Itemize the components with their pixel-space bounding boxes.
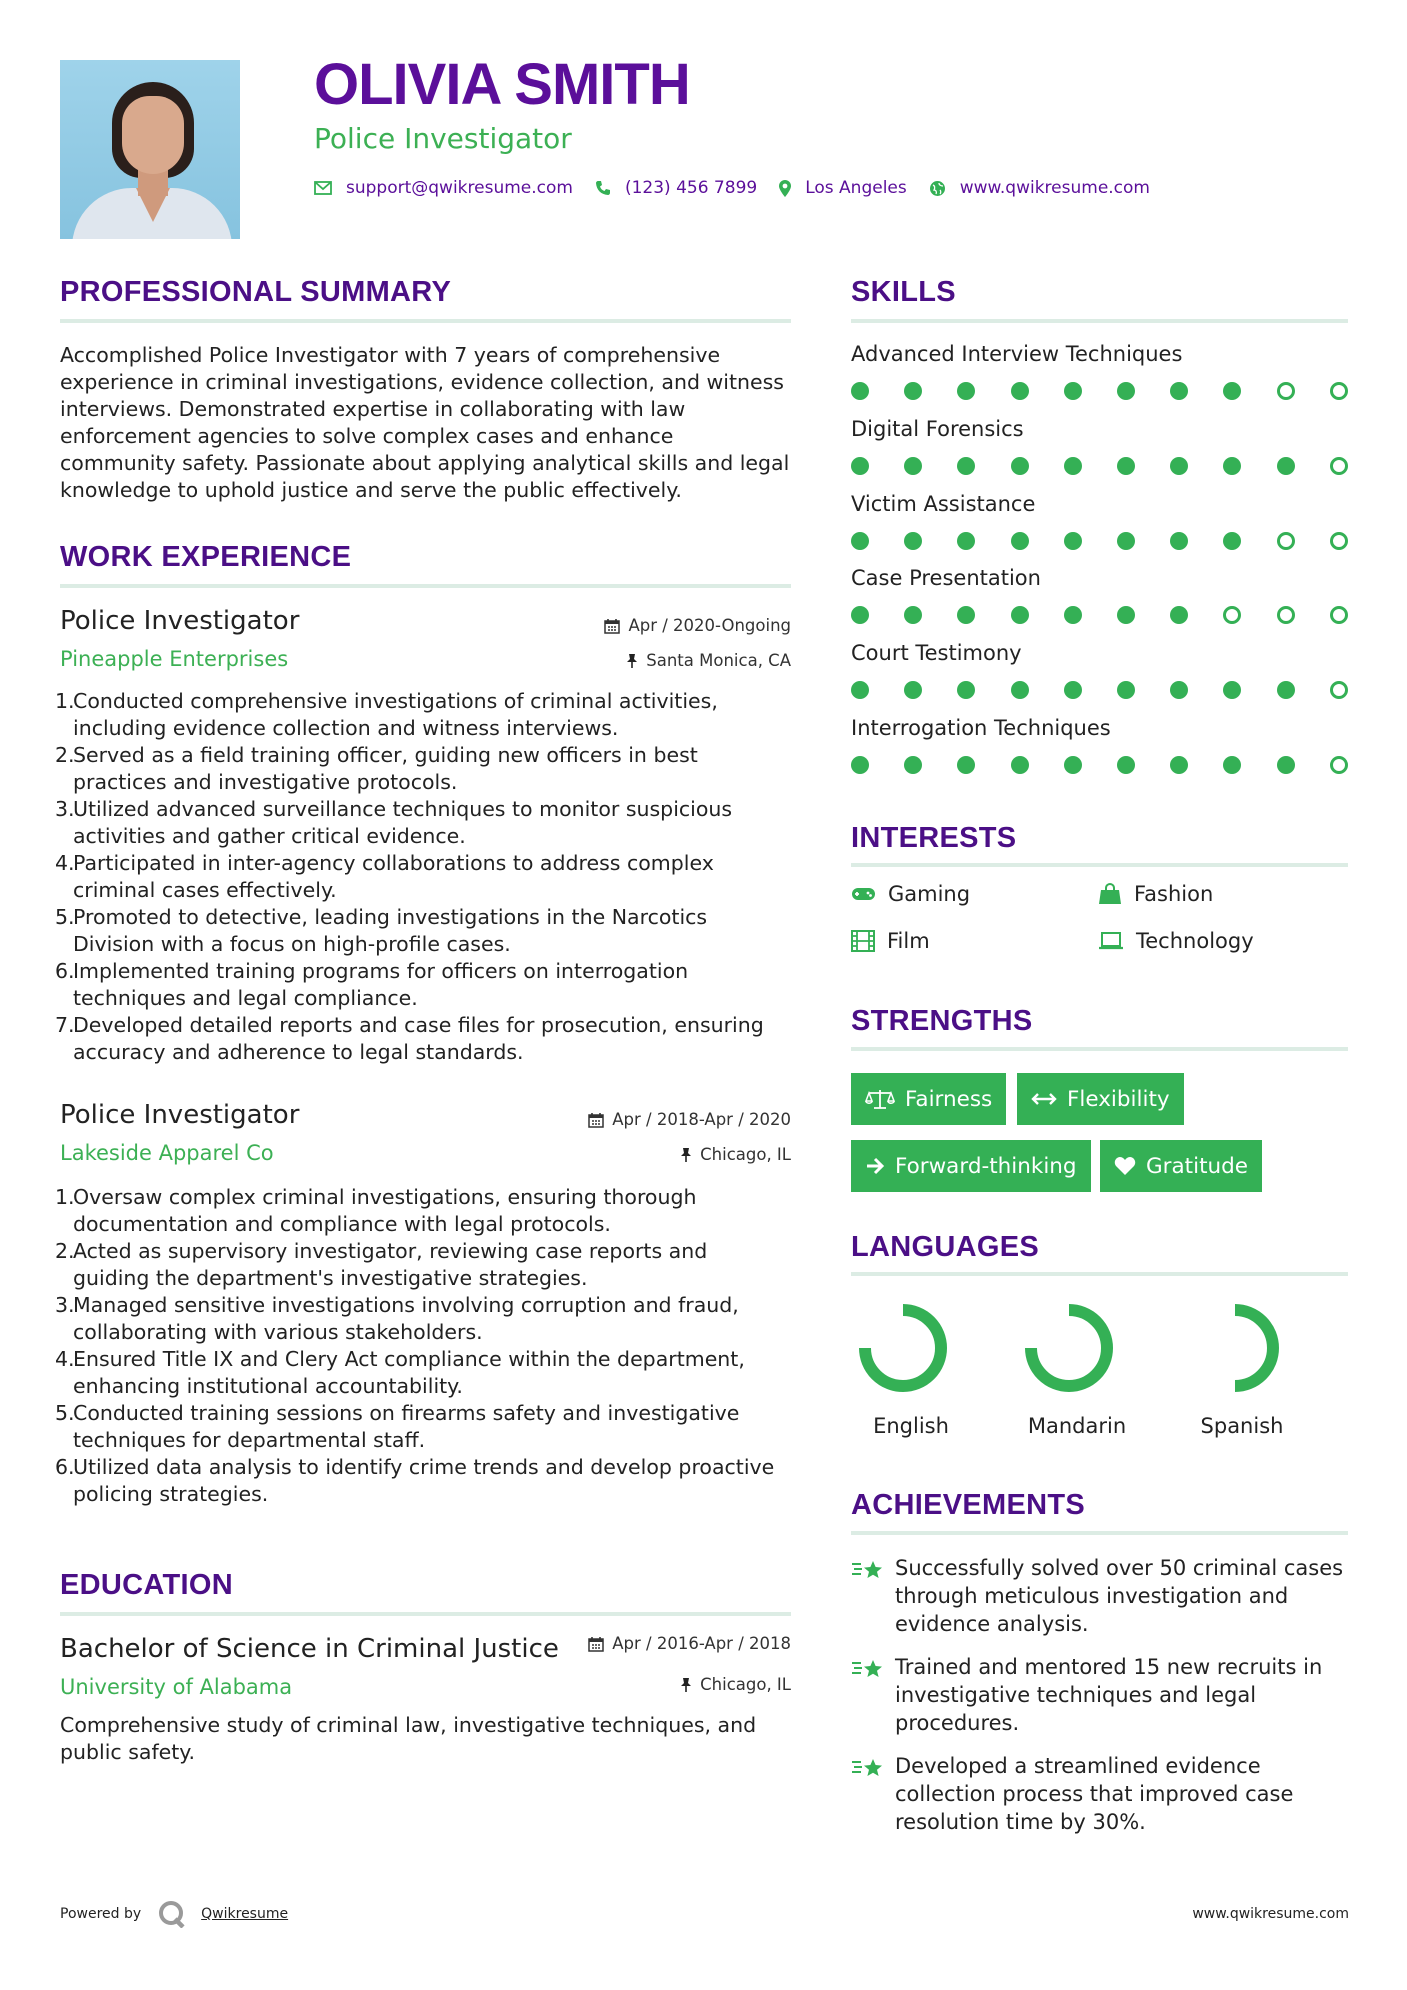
rating-dot-filled [851, 756, 869, 774]
item-text: techniques and legal compliance. [73, 986, 418, 1010]
rating-dot-filled [1064, 606, 1082, 624]
rating-dot-filled [1223, 756, 1241, 774]
summary-line: Accomplished Police Investigator with 7 years of comprehensive [60, 343, 721, 367]
calendar-icon [588, 1112, 604, 1128]
item-number: 7. [55, 1013, 75, 1037]
contact-email[interactable] [314, 178, 573, 198]
job-title: Police Investigator [60, 1100, 300, 1130]
rating-dot-filled [1170, 606, 1188, 624]
item-number: 5. [55, 1401, 75, 1425]
pushpin-icon [680, 1677, 692, 1693]
rating-dot-filled [851, 606, 869, 624]
job-location [626, 651, 791, 670]
summary-divider [60, 319, 791, 323]
rating-dot-empty [1330, 756, 1348, 774]
rating-dot-filled [1223, 532, 1241, 550]
interest-item [851, 882, 970, 906]
education-desc-line: Comprehensive study of criminal law, investigative techniques, and [60, 1713, 757, 1737]
experience-divider [60, 584, 791, 588]
email-text: support@qwikresume.com [346, 178, 573, 198]
skill-name: Digital Forensics [851, 417, 1024, 441]
item-text: Ensured Title IX and Clery Act compliance within the department, [73, 1347, 745, 1371]
item-text: collaborating with various stakeholders. [73, 1320, 483, 1344]
language-level-ring [1023, 1302, 1115, 1394]
item-text: Conducted comprehensive investigations of criminal activities, [73, 689, 718, 713]
rating-dot-filled [1117, 457, 1135, 475]
interests-heading: INTERESTS [851, 822, 1017, 854]
list-item [55, 688, 764, 742]
rating-dot-filled [1170, 756, 1188, 774]
item-text: Utilized data analysis to identify crime trends and develop proactive [73, 1455, 775, 1479]
rating-dot-filled [1064, 681, 1082, 699]
job-title: Police Investigator [60, 606, 300, 636]
list-item [55, 850, 764, 904]
contact-website[interactable] [929, 178, 1150, 198]
item-text: accuracy and adherence to legal standards. [73, 1040, 524, 1064]
job-dates [604, 616, 791, 635]
rating-dot-filled [1064, 382, 1082, 400]
strengths-divider [851, 1047, 1348, 1051]
job-location-text: Chicago, IL [700, 1145, 791, 1164]
education-desc-line: public safety. [60, 1740, 196, 1764]
achievement-text: Successfully solved over 50 criminal cases [895, 1556, 1344, 1580]
strengths-heading: STRENGTHS [851, 1005, 1033, 1037]
rating-dot-empty [1277, 382, 1295, 400]
achievement-text: investigative techniques and legal [895, 1683, 1257, 1707]
item-text: documentation and compliance with legal protocols. [73, 1212, 611, 1236]
achievement-text: evidence analysis. [895, 1612, 1089, 1636]
rating-dot-filled [957, 681, 975, 699]
phone-text: (123) 456 7899 [624, 178, 758, 198]
rating-dot-filled [1011, 756, 1029, 774]
heart-icon [1114, 1156, 1136, 1176]
contact-location [779, 178, 907, 198]
strength-tag [851, 1073, 1006, 1125]
languages-divider [851, 1272, 1348, 1276]
item-number: 4. [55, 1347, 75, 1371]
language-level-arc [1235, 1310, 1273, 1386]
job-dates-text: Apr / 2020-Ongoing [628, 616, 791, 635]
rating-dot-empty [1330, 681, 1348, 699]
job-location-text: Santa Monica, CA [646, 651, 791, 670]
location-text: Los Angeles [805, 178, 907, 198]
rating-dot-filled [1011, 532, 1029, 550]
item-text: practices and investigative protocols. [73, 770, 458, 794]
strength-label: Flexibility [1067, 1086, 1170, 1112]
job-duties-list [55, 1184, 774, 1508]
rating-dot-filled [904, 681, 922, 699]
footer-powered-by [60, 1900, 288, 1928]
calendar-icon [588, 1636, 604, 1652]
rating-dot-filled [1223, 382, 1241, 400]
summary-line: interviews. Demonstrated expertise in collaborating with law [60, 397, 686, 421]
phone-icon [595, 180, 611, 196]
shooting-star-icon [851, 1756, 885, 1782]
balance-scale-icon [865, 1088, 895, 1110]
shooting-star-icon [851, 1657, 885, 1683]
item-text: Conducted training sessions on firearms safety and investigative [73, 1401, 740, 1425]
pushpin-icon [626, 653, 638, 669]
education-location [680, 1675, 791, 1694]
list-item [55, 1454, 774, 1508]
language-level-arc [865, 1310, 941, 1386]
rating-dot-filled [1277, 756, 1295, 774]
rating-dot-filled [851, 532, 869, 550]
contact-phone[interactable] [595, 178, 757, 198]
summary-line: experience in criminal investigations, evidence collection, and witness [60, 370, 784, 394]
shopping-bag-icon [1098, 883, 1122, 905]
rating-dot-filled [904, 606, 922, 624]
item-text: Division with a focus on high-profile cases. [73, 932, 511, 956]
candidate-name: OLIVIA SMITH [314, 52, 690, 117]
skill-rating [851, 679, 1348, 701]
item-text: Implemented training programs for officers on interrogation [73, 959, 689, 983]
summary-heading: PROFESSIONAL SUMMARY [60, 276, 452, 308]
achievement-text: through meticulous investigation and [895, 1584, 1289, 1608]
rating-dot-filled [1011, 457, 1029, 475]
rating-dot-filled [1011, 606, 1029, 624]
achievement-text: Developed a streamlined evidence [895, 1754, 1261, 1778]
item-text: Oversaw complex criminal investigations, ensuring thorough [73, 1185, 697, 1209]
rating-dot-filled [1223, 681, 1241, 699]
summary-line: community safety. Passionate about applying analytical skills and legal [60, 451, 790, 475]
language-label: Mandarin [1027, 1414, 1127, 1438]
achievements-divider [851, 1531, 1348, 1535]
rating-dot-empty [1330, 606, 1348, 624]
achievement-text: Trained and mentored 15 new recruits in [895, 1655, 1323, 1679]
item-number: 6. [55, 959, 75, 983]
rating-dot-filled [957, 382, 975, 400]
item-number: 3. [55, 1293, 75, 1317]
item-number: 4. [55, 851, 75, 875]
job-company: Pineapple Enterprises [60, 647, 289, 671]
education-description [60, 1712, 756, 1766]
language-level-ring [1189, 1302, 1281, 1394]
rating-dot-filled [1277, 681, 1295, 699]
film-icon [851, 930, 875, 952]
website-text: www.qwikresume.com [959, 178, 1150, 198]
item-text: techniques for departmental staff. [73, 1428, 426, 1452]
rating-dot-empty [1330, 532, 1348, 550]
achievement-text: resolution time by 30%. [895, 1810, 1146, 1834]
list-item [55, 1238, 774, 1292]
contact-bar [314, 178, 1172, 198]
item-text: enhancing institutional accountability. [73, 1374, 463, 1398]
skill-rating [851, 604, 1348, 626]
rating-dot-empty [1277, 606, 1295, 624]
strength-label: Gratitude [1146, 1153, 1249, 1179]
experience-heading: WORK EXPERIENCE [60, 541, 352, 573]
item-text: activities and gather critical evidence. [73, 824, 466, 848]
rating-dot-filled [851, 457, 869, 475]
arrow-right-icon [865, 1157, 885, 1175]
rating-dot-empty [1223, 606, 1241, 624]
list-item [55, 796, 764, 850]
summary-text [60, 342, 789, 504]
rating-dot-filled [1170, 457, 1188, 475]
job-dates-text: Apr / 2018-Apr / 2020 [612, 1110, 791, 1129]
languages-heading: LANGUAGES [851, 1231, 1039, 1263]
interest-label: Fashion [1134, 882, 1214, 906]
rating-dot-filled [904, 457, 922, 475]
rating-dot-filled [851, 382, 869, 400]
job-dates [588, 1110, 791, 1129]
rating-dot-empty [1330, 382, 1348, 400]
school-name: University of Alabama [60, 1675, 293, 1699]
rating-dot-filled [851, 681, 869, 699]
rating-dot-filled [957, 457, 975, 475]
interest-item [851, 929, 930, 953]
rating-dot-filled [904, 756, 922, 774]
item-number: 2. [55, 743, 75, 767]
rating-dot-filled [1223, 457, 1241, 475]
skill-name: Court Testimony [851, 641, 1022, 665]
rating-dot-filled [1117, 756, 1135, 774]
interest-label: Gaming [888, 882, 971, 906]
rating-dot-filled [957, 606, 975, 624]
list-item [55, 1400, 774, 1454]
interest-label: Technology [1136, 929, 1254, 953]
skill-rating [851, 455, 1348, 477]
rating-dot-filled [1277, 457, 1295, 475]
item-text: Participated in inter-agency collaborations to address complex [73, 851, 714, 875]
achievement-text: procedures. [895, 1711, 1020, 1735]
rating-dot-filled [1170, 382, 1188, 400]
summary-line: knowledge to uphold justice and serve the public effectively. [60, 478, 682, 502]
qwikresume-logo-icon [157, 1900, 187, 1928]
gamepad-icon [851, 886, 876, 902]
item-text: Served as a field training officer, guiding new officers in best [73, 743, 698, 767]
item-text: criminal cases effectively. [73, 878, 337, 902]
language-label: Spanish [1200, 1414, 1284, 1438]
brand-link[interactable]: Qwikresume [201, 1906, 289, 1922]
rating-dot-filled [1117, 606, 1135, 624]
language-level-ring [857, 1302, 949, 1394]
rating-dot-filled [1011, 382, 1029, 400]
education-divider [60, 1612, 791, 1616]
item-text: Developed detailed reports and case files for prosecution, ensuring [73, 1013, 764, 1037]
strength-label: Forward-thinking [895, 1153, 1077, 1179]
shooting-star-icon [851, 1558, 885, 1584]
item-number: 2. [55, 1239, 75, 1263]
item-text: Managed sensitive investigations involving corruption and fraud, [73, 1293, 739, 1317]
rating-dot-filled [1170, 681, 1188, 699]
job-company: Lakeside Apparel Co [60, 1141, 274, 1165]
skill-name: Interrogation Techniques [851, 716, 1111, 740]
interest-label: Film [887, 929, 930, 953]
powered-by-text: Powered by [60, 1906, 142, 1922]
rating-dot-filled [957, 532, 975, 550]
list-item [55, 958, 764, 1012]
item-text: guiding the department's investigative strategies. [73, 1266, 588, 1290]
strength-tag [1100, 1140, 1262, 1192]
rating-dot-filled [904, 532, 922, 550]
item-text: policing strategies. [73, 1482, 269, 1506]
interest-item [1098, 882, 1213, 906]
item-text: Utilized advanced surveillance techniques to monitor suspicious [73, 797, 733, 821]
list-item [55, 904, 764, 958]
rating-dot-empty [1277, 532, 1295, 550]
rating-dot-filled [1117, 382, 1135, 400]
achievement-text: collection process that improved case [895, 1782, 1294, 1806]
laptop-icon [1098, 931, 1124, 951]
job-location [680, 1145, 791, 1164]
interest-item [1098, 929, 1254, 953]
rating-dot-filled [957, 756, 975, 774]
candidate-title: Police Investigator [314, 122, 572, 155]
interests-divider [851, 863, 1348, 867]
education-dates [588, 1634, 791, 1653]
list-item [55, 1346, 774, 1400]
item-text: including evidence collection and witness interviews. [73, 716, 619, 740]
degree-title: Bachelor of Science in Criminal Justice [60, 1634, 559, 1664]
rating-dot-filled [904, 382, 922, 400]
rating-dot-filled [1117, 532, 1135, 550]
list-item [55, 742, 764, 796]
skill-rating [851, 530, 1348, 552]
map-pin-icon [779, 180, 791, 197]
skill-name: Advanced Interview Techniques [851, 342, 1183, 366]
rating-dot-filled [1064, 532, 1082, 550]
rating-dot-filled [1064, 457, 1082, 475]
globe-icon [929, 180, 946, 197]
job-duties-list [55, 688, 764, 1066]
item-number: 5. [55, 905, 75, 929]
list-item [55, 1012, 764, 1066]
summary-line: enforcement agencies to solve complex cases and enhance [60, 424, 674, 448]
skill-name: Case Presentation [851, 566, 1041, 590]
footer-url[interactable]: www.qwikresume.com [1192, 1906, 1349, 1922]
item-text: Promoted to detective, leading investigations in the Narcotics [73, 905, 708, 929]
item-number: 3. [55, 797, 75, 821]
list-item [55, 1184, 774, 1238]
rating-dot-filled [1117, 681, 1135, 699]
skills-divider [851, 319, 1348, 323]
education-location-text: Chicago, IL [700, 1675, 791, 1694]
list-item [55, 1292, 774, 1346]
rating-dot-filled [1064, 756, 1082, 774]
achievements-heading: ACHIEVEMENTS [851, 1489, 1086, 1521]
item-number: 1. [55, 1185, 75, 1209]
language-level-arc [1031, 1310, 1107, 1386]
language-label: English [873, 1414, 949, 1438]
pushpin-icon [680, 1147, 692, 1163]
envelope-icon [314, 181, 332, 195]
arrows-horizontal-icon [1031, 1092, 1057, 1106]
item-number: 6. [55, 1455, 75, 1479]
rating-dot-empty [1330, 457, 1348, 475]
skills-heading: SKILLS [851, 276, 956, 308]
rating-dot-filled [1011, 681, 1029, 699]
strength-tag [1017, 1073, 1184, 1125]
profile-photo [60, 60, 240, 239]
education-dates-text: Apr / 2016-Apr / 2018 [612, 1634, 791, 1653]
item-number: 1. [55, 689, 75, 713]
skill-name: Victim Assistance [851, 492, 1036, 516]
skill-rating [851, 754, 1348, 776]
education-heading: EDUCATION [60, 1569, 233, 1601]
rating-dot-filled [1170, 532, 1188, 550]
strength-tag [851, 1140, 1091, 1192]
calendar-icon [604, 618, 620, 634]
item-text: Acted as supervisory investigator, reviewing case reports and [73, 1239, 708, 1263]
skill-rating [851, 380, 1348, 402]
strength-label: Fairness [905, 1086, 993, 1112]
